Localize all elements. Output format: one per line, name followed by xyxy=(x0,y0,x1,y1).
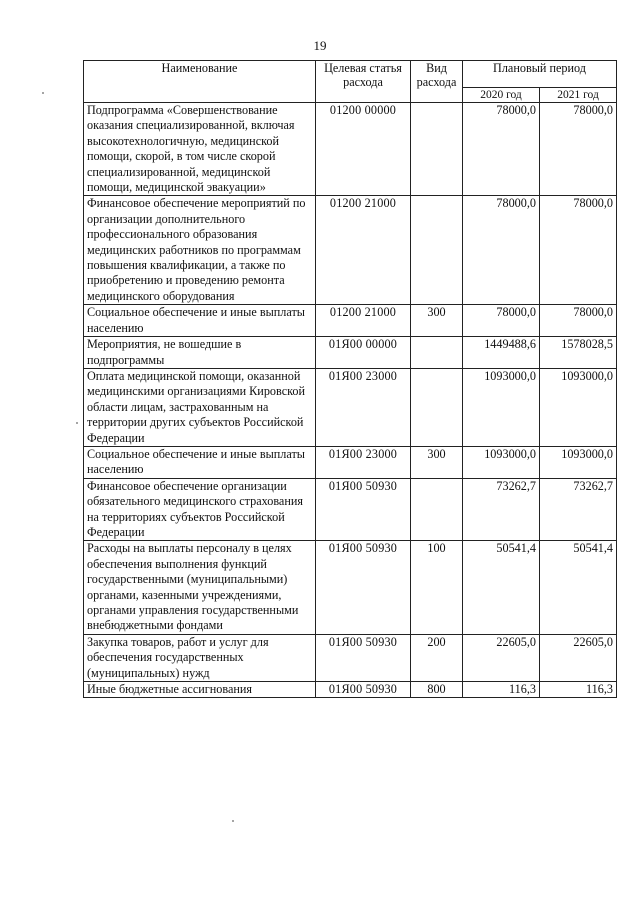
row-code: 01200 00000 xyxy=(316,103,411,196)
table-row xyxy=(84,541,617,634)
header-name: Наименование xyxy=(84,61,316,103)
row-2021: 78000,0 xyxy=(540,103,617,196)
row-code: 01Я00 23000 xyxy=(316,446,411,478)
table-row xyxy=(84,478,617,541)
row-2021: 78000,0 xyxy=(540,196,617,305)
row-2021: 1093000,0 xyxy=(540,368,617,446)
row-type xyxy=(411,196,463,305)
row-2020: 1449488,6 xyxy=(463,337,540,369)
row-code: 01200 21000 xyxy=(316,305,411,337)
row-2020: 78000,0 xyxy=(463,305,540,337)
scan-speck xyxy=(232,820,234,822)
page-number: 19 xyxy=(313,38,327,53)
row-2020: 50541,4 xyxy=(463,541,540,634)
row-code: 01Я00 50930 xyxy=(316,634,411,681)
table-row xyxy=(84,305,617,337)
row-code: 01Я00 00000 xyxy=(316,337,411,369)
row-type xyxy=(411,368,463,446)
row-code: 01Я00 23000 xyxy=(316,368,411,446)
header-year-2021: 2021 год xyxy=(540,88,617,103)
budget-table xyxy=(83,60,617,698)
table-row xyxy=(84,103,617,196)
row-2021: 73262,7 xyxy=(540,478,617,541)
header-year-2020: 2020 год xyxy=(463,88,540,103)
table-row xyxy=(84,368,617,446)
scan-speck xyxy=(42,92,44,94)
row-type: 200 xyxy=(411,634,463,681)
row-name: Подпрограмма «Совершенствование оказания специализированной, включая высокотехнологичную, медицинской помощи, скорой, в том числе скорой специализированной, медицинской помощи, медицинской эвакуации» xyxy=(84,103,316,196)
row-name: Оплата медицинской помощи, оказанной медицинскими организациями Кировской области лицам, застрахованным на территории других субъектов Российской Федерации xyxy=(84,368,316,446)
table-row xyxy=(84,682,617,698)
row-name: Закупка товаров, работ и услуг для обеспечения государственных (муниципальных) нужд xyxy=(84,634,316,681)
row-2020: 1093000,0 xyxy=(463,368,540,446)
row-name: Финансовое обеспечение мероприятий по организации дополнительного профессионального образования медицинских работников по программам повышения квалификации, а также по приобретению и проведению ремонта медицинского оборудования xyxy=(84,196,316,305)
row-2020: 73262,7 xyxy=(463,478,540,541)
row-type: 100 xyxy=(411,541,463,634)
row-type: 800 xyxy=(411,682,463,698)
row-2021: 1578028,5 xyxy=(540,337,617,369)
table-row xyxy=(84,337,617,369)
row-2020: 22605,0 xyxy=(463,634,540,681)
table-row xyxy=(84,196,617,305)
row-code: 01Я00 50930 xyxy=(316,478,411,541)
row-type xyxy=(411,103,463,196)
row-2021: 1093000,0 xyxy=(540,446,617,478)
header-target-article: Целевая статья расхода xyxy=(316,61,411,103)
row-2020: 1093000,0 xyxy=(463,446,540,478)
row-name: Финансовое обеспечение организации обязательного медицинского страхования на территориях субъектов Российской Федерации xyxy=(84,478,316,541)
table-row xyxy=(84,634,617,681)
row-name: Социальное обеспечение и иные выплаты населению xyxy=(84,305,316,337)
row-2021: 78000,0 xyxy=(540,305,617,337)
row-type: 300 xyxy=(411,446,463,478)
header-expense-type: Вид расхода xyxy=(411,61,463,103)
row-2021: 22605,0 xyxy=(540,634,617,681)
row-name: Мероприятия, не вошедшие в подпрограммы xyxy=(84,337,316,369)
row-2021: 116,3 xyxy=(540,682,617,698)
row-code: 01Я00 50930 xyxy=(316,541,411,634)
row-name: Иные бюджетные ассигнования xyxy=(84,682,316,698)
table-row xyxy=(84,446,617,478)
header-planned-period: Плановый период xyxy=(463,61,617,88)
row-code: 01Я00 50930 xyxy=(316,682,411,698)
row-type xyxy=(411,337,463,369)
row-2020: 78000,0 xyxy=(463,103,540,196)
row-type: 300 xyxy=(411,305,463,337)
row-2021: 50541,4 xyxy=(540,541,617,634)
scan-speck xyxy=(76,422,78,424)
row-2020: 116,3 xyxy=(463,682,540,698)
row-type xyxy=(411,478,463,541)
row-code: 01200 21000 xyxy=(316,196,411,305)
row-2020: 78000,0 xyxy=(463,196,540,305)
row-name: Расходы на выплаты персоналу в целях обеспечения выполнения функций государственными (муниципальными) органами, казенными учреждениями, органами управления государственными внебюджетными фондами xyxy=(84,541,316,634)
row-name: Социальное обеспечение и иные выплаты населению xyxy=(84,446,316,478)
